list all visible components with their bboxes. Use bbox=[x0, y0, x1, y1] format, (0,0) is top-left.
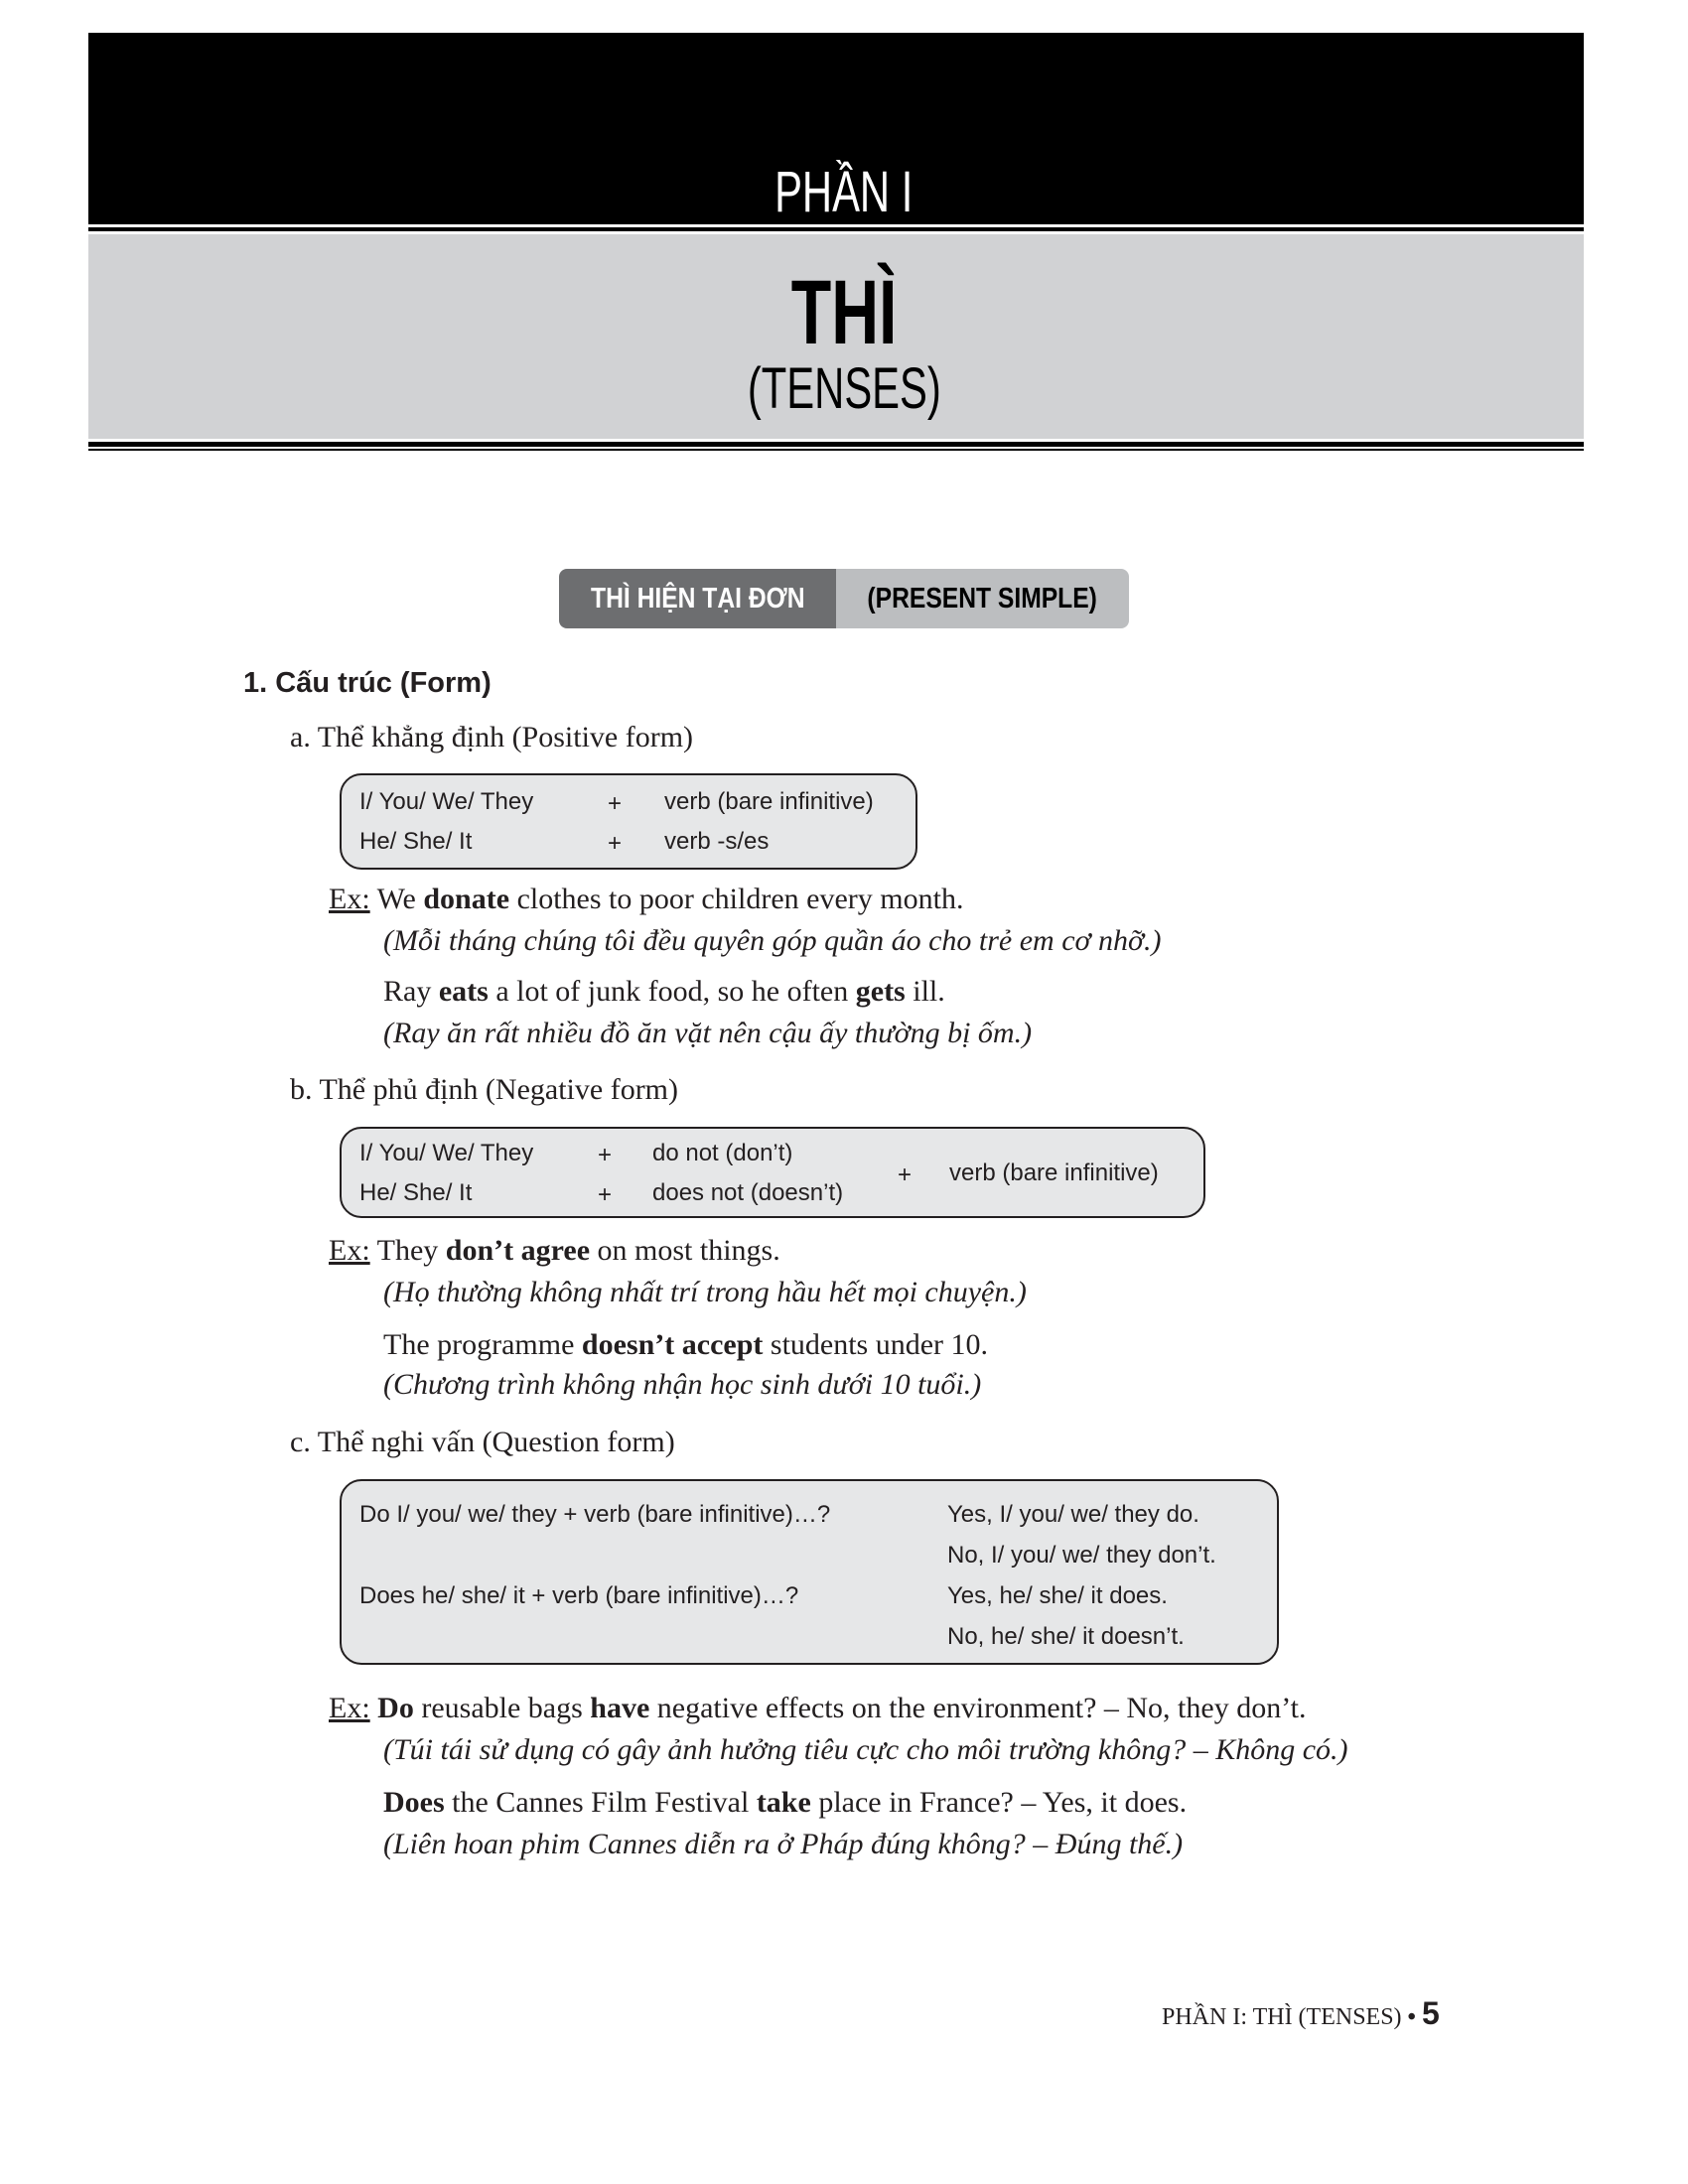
short-answer: No, I/ you/ we/ they don’t. bbox=[947, 1542, 1216, 1569]
part-label bbox=[0, 159, 1688, 225]
section-tag bbox=[559, 569, 1129, 628]
bullet: • bbox=[1407, 2004, 1416, 2030]
verb: verb -s/es bbox=[664, 828, 770, 855]
verb: verb (bare infinitive) bbox=[664, 788, 874, 815]
keyword: don’t agree bbox=[445, 1234, 591, 1267]
text: clothes to poor children every month. bbox=[509, 883, 964, 915]
plus: + bbox=[608, 790, 623, 817]
question-form-label: c. Thể nghi vấn (Question form) bbox=[290, 1426, 675, 1458]
translation: (Họ thường không nhất trí trong hầu hết mọi chuyện.) bbox=[383, 1276, 1027, 1308]
divider bbox=[88, 442, 1584, 447]
keyword: doesn’t accept bbox=[581, 1328, 764, 1361]
chapter-title bbox=[0, 260, 1688, 365]
short-answer: No, he/ she/ it doesn’t. bbox=[947, 1623, 1185, 1650]
text: The programme bbox=[383, 1328, 582, 1361]
plus: + bbox=[898, 1161, 913, 1188]
text: students under 10. bbox=[763, 1328, 989, 1361]
keyword: Does bbox=[383, 1786, 445, 1819]
keyword: donate bbox=[423, 883, 510, 915]
plus: + bbox=[608, 830, 623, 857]
translation: (Liên hoan phim Cannes diễn ra ở Pháp đúng không? – Đúng thế.) bbox=[383, 1828, 1184, 1860]
running-title: PHẦN I: THÌ (TENSES) bbox=[1162, 2004, 1402, 2030]
auxiliary: does not (doesn’t) bbox=[652, 1179, 844, 1206]
text: reusable bags bbox=[413, 1692, 591, 1724]
divider bbox=[88, 449, 1584, 451]
text: negative effects on the environment? – No, they don’t. bbox=[649, 1692, 1307, 1724]
example bbox=[329, 1692, 1306, 1725]
part-text: PHẦN I bbox=[774, 160, 914, 224]
text: the Cannes Film Festival bbox=[444, 1786, 757, 1819]
question-form-box bbox=[340, 1479, 1279, 1665]
subject: He/ She/ It bbox=[359, 828, 473, 855]
keyword: gets bbox=[855, 975, 906, 1008]
translation: (Ray ăn rất nhiều đồ ăn vặt nên cậu ấy thường bị ốm.) bbox=[383, 1017, 1033, 1049]
chapter-subtitle bbox=[0, 355, 1688, 422]
tag-vi: THÌ HIỆN TẠI ĐƠN bbox=[590, 582, 805, 614]
ex-label: Ex: bbox=[329, 883, 370, 915]
plus: + bbox=[598, 1181, 613, 1208]
ex-label: Ex: bbox=[329, 1234, 370, 1267]
text: Ray bbox=[383, 975, 439, 1008]
subject: He/ She/ It bbox=[359, 1179, 473, 1206]
example bbox=[383, 975, 945, 1009]
text: on most things. bbox=[590, 1234, 780, 1267]
short-answer: Yes, he/ she/ it does. bbox=[947, 1582, 1168, 1609]
keyword: Do bbox=[377, 1692, 414, 1724]
page-number: 5 bbox=[1421, 1995, 1440, 2031]
text: a lot of junk food, so he often bbox=[488, 975, 856, 1008]
plus: + bbox=[598, 1142, 613, 1168]
example bbox=[383, 1786, 1187, 1820]
keyword: have bbox=[590, 1692, 650, 1724]
keyword: take bbox=[756, 1786, 811, 1819]
example bbox=[329, 883, 963, 916]
keyword: eats bbox=[438, 975, 489, 1008]
auxiliary: do not (don’t) bbox=[652, 1140, 793, 1166]
text: We bbox=[376, 883, 424, 915]
tag-en: (PRESENT SIMPLE) bbox=[867, 582, 1098, 614]
page-footer bbox=[1162, 1995, 1440, 2032]
divider bbox=[88, 227, 1584, 231]
short-answer: Yes, I/ you/ we/ they do. bbox=[947, 1501, 1199, 1528]
negative-form-label: b. Thể phủ định (Negative form) bbox=[290, 1073, 679, 1106]
positive-form-box bbox=[340, 773, 917, 870]
chapter-subtitle-text: (TENSES) bbox=[747, 356, 941, 421]
positive-form-label: a. Thể khẳng định (Positive form) bbox=[290, 721, 694, 753]
negative-form-box bbox=[340, 1127, 1205, 1218]
example bbox=[383, 1328, 988, 1362]
translation: (Túi tái sử dụng có gây ảnh hưởng tiêu cực cho môi trường không? – Không có.) bbox=[383, 1733, 1348, 1766]
text: They bbox=[376, 1234, 446, 1267]
example bbox=[329, 1234, 780, 1268]
translation: (Mỗi tháng chúng tôi đều quyên góp quần áo cho trẻ em cơ nhỡ.) bbox=[383, 924, 1162, 957]
question-structure: Do I/ you/ we/ they + verb (bare infinitive)…? bbox=[359, 1501, 831, 1528]
subject: I/ You/ We/ They bbox=[359, 1140, 534, 1166]
translation: (Chương trình không nhận học sinh dưới 10 tuổi.) bbox=[383, 1368, 982, 1401]
section-heading: 1. Cấu trúc (Form) bbox=[243, 667, 492, 699]
question-structure: Does he/ she/ it + verb (bare infinitive)…? bbox=[359, 1582, 799, 1609]
verb: verb (bare infinitive) bbox=[949, 1160, 1159, 1186]
text: place in France? – Yes, it does. bbox=[810, 1786, 1188, 1819]
chapter-title-text: THÌ bbox=[790, 262, 898, 363]
text: ill. bbox=[905, 975, 945, 1008]
subject: I/ You/ We/ They bbox=[359, 788, 534, 815]
ex-label: Ex: bbox=[329, 1692, 370, 1724]
